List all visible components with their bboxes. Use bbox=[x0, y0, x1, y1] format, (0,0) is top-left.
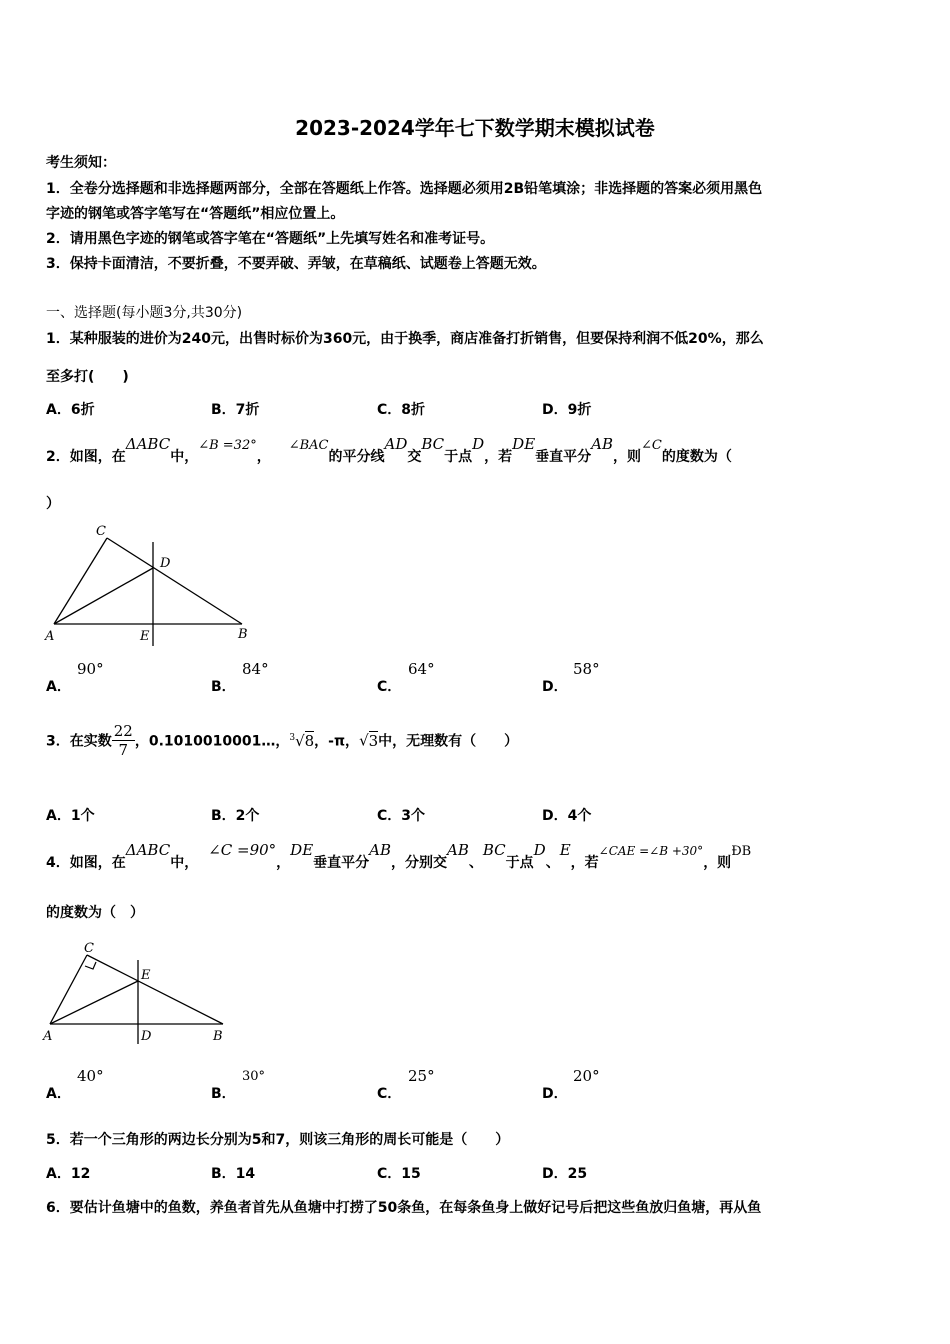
q4-label-b: B bbox=[213, 1029, 223, 1044]
q2-triangle: ΔABC bbox=[125, 435, 171, 453]
q3-sqrt: √3 bbox=[359, 731, 379, 750]
q2-line-ad bbox=[54, 568, 153, 624]
q4-condition: ∠CAE =∠B +30° bbox=[598, 844, 704, 858]
q3-frac-num: 22 bbox=[113, 722, 133, 740]
q2-text: 的平分线 bbox=[328, 449, 385, 465]
q4-text: ， bbox=[276, 855, 291, 871]
q4-line-cb bbox=[87, 955, 223, 1024]
q2-option-b-letter: B． bbox=[211, 679, 236, 695]
q2-text: 于点 bbox=[444, 449, 473, 465]
q3-prefix: 3．在实数 bbox=[46, 733, 112, 750]
notice-item: 1．全卷分选择题和非选择题两部分，全部在答题纸上作答。选择题必须用2B铅笔填涂；非选择题的答案必须用黑色 bbox=[46, 181, 763, 197]
page-title: 2023-2024学年七下数学期末模拟试卷 bbox=[295, 116, 655, 140]
q4-text: ，则 bbox=[703, 855, 732, 871]
q2-label-a: A bbox=[45, 629, 55, 644]
q2-text: ， bbox=[256, 449, 271, 465]
q2-label-c: C bbox=[96, 524, 106, 539]
q4-ab: AB bbox=[369, 841, 392, 859]
q4-point-d: D bbox=[533, 841, 546, 859]
q4-prefix: 4．如图，在 bbox=[46, 855, 126, 871]
q4-option-b-value: 30° bbox=[242, 1069, 266, 1084]
q2-text: ，若 bbox=[484, 449, 513, 465]
q3-cbrt-index: 3 bbox=[289, 732, 296, 743]
q1-option-a: A．6折 bbox=[46, 402, 95, 418]
q2-point-d: D bbox=[472, 435, 485, 453]
q5-option-c: C．15 bbox=[377, 1166, 421, 1182]
q4-text: ，若 bbox=[570, 855, 599, 871]
q1-option-c: C．8折 bbox=[377, 402, 426, 418]
q4-tail: ÐB bbox=[731, 844, 752, 859]
q3-text: ，-π， bbox=[314, 733, 360, 750]
q2-text: ，则 bbox=[613, 449, 642, 465]
q2-option-c-letter: C． bbox=[377, 679, 402, 695]
q4-line-ac bbox=[50, 955, 87, 1024]
q2-text: 交 bbox=[407, 449, 422, 465]
q1-option-b: B．7折 bbox=[211, 402, 260, 418]
q2-option-a-letter: A． bbox=[46, 679, 71, 695]
q3-frac-den: 7 bbox=[118, 741, 129, 759]
question-3-text bbox=[46, 722, 518, 759]
q2-option-c-value: 64° bbox=[408, 660, 435, 678]
q4-bc: BC bbox=[482, 841, 506, 859]
q3-cbrt-rad: 8 bbox=[304, 731, 315, 750]
q2-text: 垂直平分 bbox=[535, 449, 592, 465]
q3-sqrt-rad: 3 bbox=[368, 731, 379, 750]
q4-option-b-letter: B． bbox=[211, 1086, 236, 1102]
section-heading: 一、选择题(每小题3分,共30分) bbox=[46, 305, 243, 321]
q2-angle-c: ∠C bbox=[641, 438, 662, 453]
q4-angle-c: ∠C =90° bbox=[208, 841, 277, 859]
q4-de: DE bbox=[290, 841, 314, 859]
q5-option-a: A．12 bbox=[46, 1166, 91, 1182]
question-6-text: 6．要估计鱼塘中的鱼数，养鱼者首先从鱼塘中打捞了50条鱼，在每条鱼身上做好记号后把这些鱼放归鱼塘，再从鱼 bbox=[46, 1200, 762, 1216]
notice-item: 字迹的钢笔或答字笔写在“答题纸”相应位置上。 bbox=[46, 206, 345, 222]
question-1-text: 1．某种服装的进价为240元，出售时标价为360元，由于换季，商店准备打折销售，但要保持利润不低20%，那么 bbox=[46, 331, 764, 347]
q1-option-d: D．9折 bbox=[542, 402, 592, 418]
q4-option-a-letter: A． bbox=[46, 1086, 71, 1102]
q2-bc: BC bbox=[421, 435, 445, 453]
q2-label-b: B bbox=[238, 627, 248, 642]
q2-ad: AD bbox=[384, 435, 408, 453]
q4-triangle: ΔABC bbox=[125, 841, 171, 859]
q2-text: 中， bbox=[170, 449, 199, 465]
notice-item: 3．保持卡面清洁，不要折叠，不要弄破、弄皱，在草稿纸、试题卷上答题无效。 bbox=[46, 256, 546, 272]
q4-text: 垂直平分 bbox=[313, 855, 370, 871]
q5-option-b: B．14 bbox=[211, 1166, 256, 1182]
q3-cube-root: $^3$√8 bbox=[289, 731, 315, 750]
q2-ab: AB bbox=[591, 435, 614, 453]
q2-prefix: 2．如图，在 bbox=[46, 449, 126, 465]
q2-line-cb bbox=[107, 538, 242, 624]
q4-option-c-letter: C． bbox=[377, 1086, 402, 1102]
q4-figure bbox=[40, 938, 240, 1048]
notice-heading: 考生须知： bbox=[46, 155, 116, 171]
q2-option-a-value: 90° bbox=[77, 660, 104, 678]
q3-option-a: A．1个 bbox=[46, 808, 95, 824]
q4-text: ，分别交 bbox=[391, 855, 448, 871]
question-5-text: 5．若一个三角形的两边长分别为5和7，则该三角形的周长可能是（ ） bbox=[46, 1132, 510, 1148]
q3-text: ，0.1010010001…， bbox=[134, 733, 290, 750]
q4-option-d-letter: D． bbox=[542, 1086, 568, 1102]
q4-text: 中， bbox=[170, 855, 199, 871]
q2-de: DE bbox=[512, 435, 536, 453]
q2-angle-bac: ∠BAC bbox=[288, 438, 329, 453]
q2-label-e: E bbox=[140, 629, 150, 644]
q2-line-ac bbox=[54, 538, 107, 624]
question-2-text bbox=[46, 435, 732, 466]
q4-label-a: A bbox=[43, 1029, 53, 1044]
q4-option-d-value: 20° bbox=[573, 1067, 600, 1085]
q4-line-ae bbox=[50, 981, 138, 1024]
q4-ab-2: AB bbox=[447, 841, 469, 859]
question-2-text-cont: ） bbox=[46, 496, 60, 512]
q2-option-d-letter: D． bbox=[542, 679, 568, 695]
q3-option-d: D．4个 bbox=[542, 808, 592, 824]
q3-fraction bbox=[112, 722, 135, 759]
q2-angle-b: ∠B =32° bbox=[198, 438, 257, 453]
q4-option-c-value: 25° bbox=[408, 1067, 435, 1085]
q3-text: 中，无理数有（ ） bbox=[378, 733, 519, 750]
q2-figure bbox=[40, 520, 270, 650]
q2-option-d-value: 58° bbox=[573, 660, 600, 678]
q3-option-b: B．2个 bbox=[211, 808, 260, 824]
q4-label-e: E bbox=[141, 968, 151, 983]
q4-point-e: E bbox=[559, 841, 571, 859]
q5-option-d: D．25 bbox=[542, 1166, 588, 1182]
q3-option-c: C．3个 bbox=[377, 808, 426, 824]
q4-label-c: C bbox=[84, 941, 94, 956]
question-1-text-cont: 至多打( ) bbox=[46, 369, 129, 385]
q4-text: 、 bbox=[468, 855, 483, 871]
q2-label-d: D bbox=[160, 556, 171, 571]
q4-text: 于点 bbox=[505, 855, 534, 871]
q4-option-a-value: 40° bbox=[77, 1067, 104, 1085]
q4-right-angle-mark bbox=[85, 962, 96, 969]
q4-text: 、 bbox=[545, 855, 560, 871]
q4-label-d: D bbox=[141, 1029, 152, 1044]
q2-option-b-value: 84° bbox=[242, 660, 269, 678]
question-4-text-cont: 的度数为（ ） bbox=[46, 905, 144, 921]
notice-item: 2．请用黑色字迹的钢笔或答字笔在“答题纸”上先填写姓名和准考证号。 bbox=[46, 231, 495, 247]
q2-text: 的度数为（ bbox=[661, 449, 732, 465]
question-4-text bbox=[46, 841, 752, 872]
